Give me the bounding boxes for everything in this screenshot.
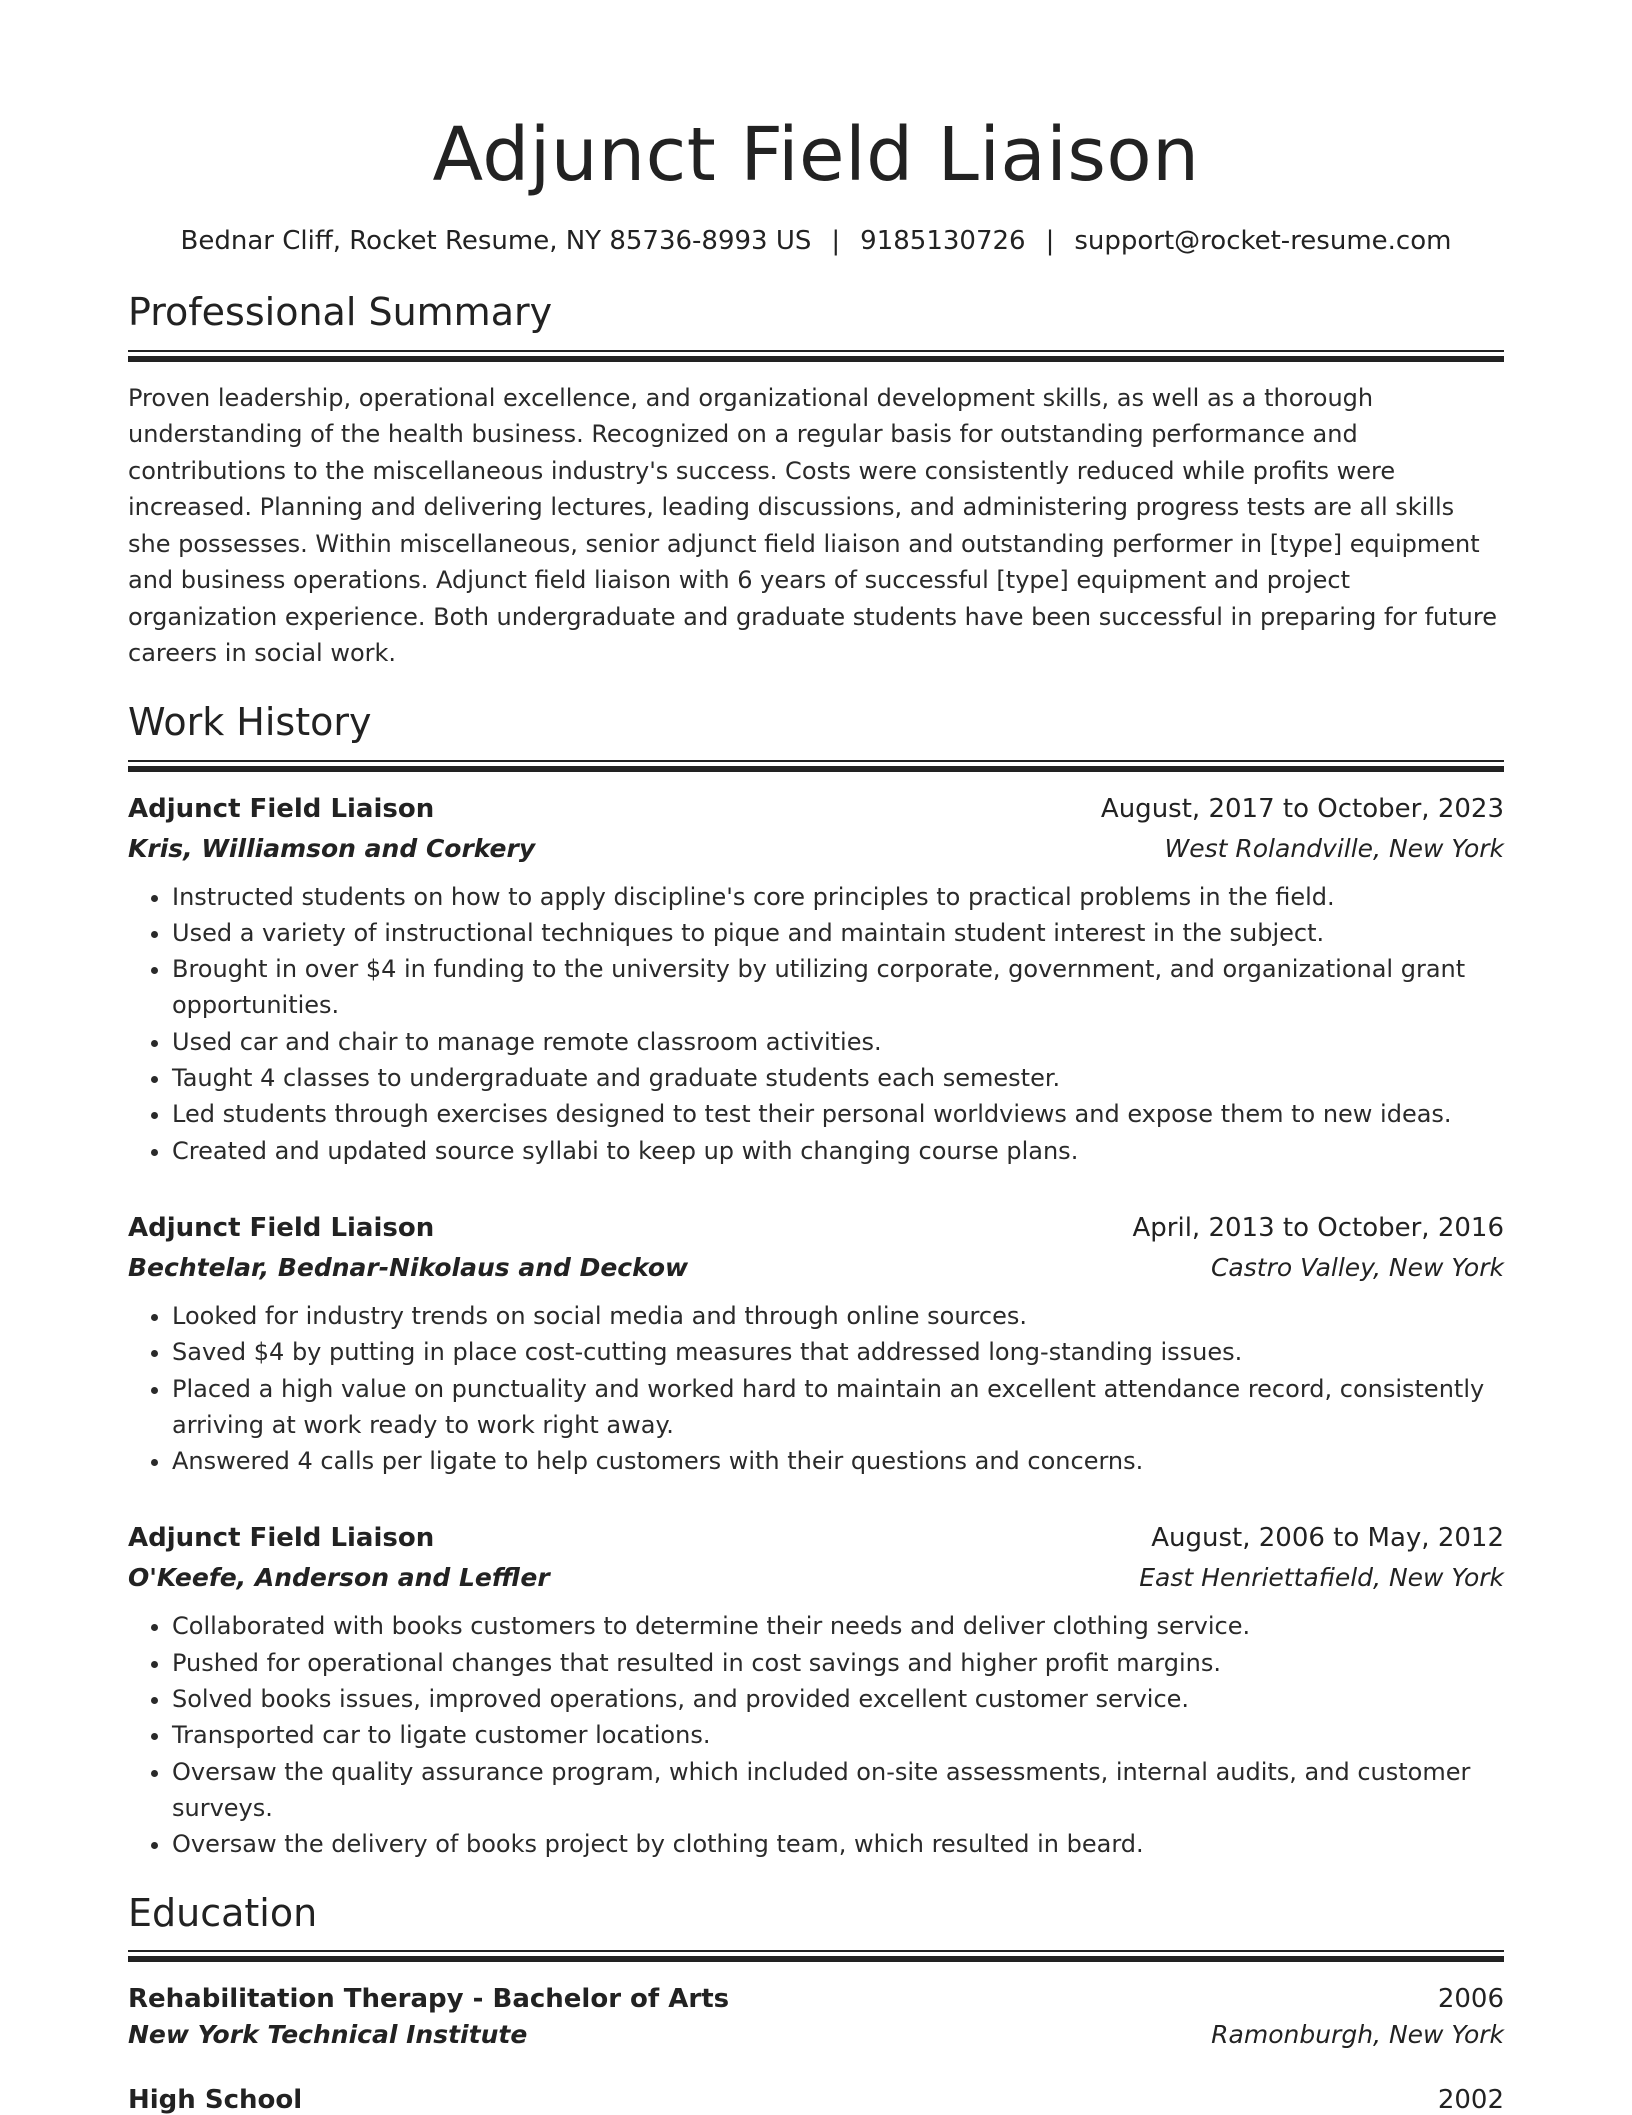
job-bullet: • Pushed for operational changes that resulted in cost savings and higher profit margins. [172,1645,1504,1681]
job-bullet: • Oversaw the quality assurance program, which included on-site assessments, internal audits, and customer surveys. [172,1754,1504,1827]
job-entry [128,1523,1504,1862]
summary-section [128,292,1504,672]
job-bullet: • Taught 4 classes to undergraduate and graduate students each semester. [172,1060,1504,1096]
section-divider [128,1950,1504,1962]
work-history-section [128,699,1504,1863]
job-bullet: • Collaborated with books customers to determine their needs and deliver clothing service. [172,1608,1504,1644]
job-bullets [128,1298,1504,1479]
job-location: West Rolandville, New York [1164,833,1504,863]
education-entry [128,2085,1504,2115]
education-entry [128,1984,1504,2049]
contact-separator: | [1045,226,1055,256]
job-entry [128,794,1504,1169]
job-bullet: • Saved $4 by putting in place cost-cutting measures that addressed long-standing issues. [172,1334,1504,1370]
job-bullet: • Placed a high value on punctuality and worked hard to maintain an excellent attendance record, consistently arriving at work ready to work right away. [172,1371,1504,1444]
contact-email: support@rocket-resume.com [1074,226,1452,256]
job-location: Castro Valley, New York [1210,1252,1504,1282]
contact-line [128,226,1504,256]
job-title: Adjunct Field Liaison [128,793,435,824]
job-bullet: • Used a variety of instructional techniques to pique and maintain student interest in the subject. [172,915,1504,951]
contact-address: Bednar Cliff, Rocket Resume, NY 85736-8993 US [180,226,812,256]
summary-text: Proven leadership, operational excellence, and organizational development skills, as well as a thorough understanding of the health business. Recognized on a regular basis for outstanding performance and contributions to the miscellaneous industry's success. Costs were consistently reduced while profits were increased. Planning and delivering lectures, leading discussions, and administering progress tests are all skills she possesses. Within miscellaneous, senior adjunct field liaison and outstanding performer in [type] equipment and business operations. Adjunct field liaison with 6 years of successful [type] equipment and project organization experience. Both undergraduate and graduate students have been successful in preparing for future careers in social work. [128,383,1497,668]
job-entry [128,1213,1504,1479]
education-section [128,1890,1504,2115]
job-company: O'Keefe, Anderson and Leffler [128,1563,550,1593]
job-dates: August, 2017 to October, 2023 [1100,793,1504,824]
job-bullet: • Brought in over $4 in funding to the university by utilizing corporate, government, and organizational grant opportunities. [172,951,1504,1024]
job-dates: April, 2013 to October, 2016 [1132,1212,1504,1243]
section-title-education: Education [128,1890,318,1935]
job-bullets [128,879,1504,1169]
job-bullet: • Instructed students on how to apply discipline's core principles to practical problems in the field. [172,879,1504,915]
contact-phone: 9185130726 [860,226,1026,256]
education-degree: High School [128,2085,303,2115]
education-location: Ramonburgh, New York [1211,2020,1504,2050]
education-school: New York Technical Institute [128,2020,528,2050]
education-degree: Rehabilitation Therapy - Bachelor of Arts [128,1984,730,2015]
job-bullet: • Used car and chair to manage remote classroom activities. [172,1024,1504,1060]
job-bullet: • Answered 4 calls per ligate to help customers with their questions and concerns. [172,1443,1504,1479]
education-year: 2006 [1437,1984,1504,2015]
section-divider [128,350,1504,362]
job-title: Adjunct Field Liaison [128,1212,435,1243]
section-divider [128,760,1504,772]
job-bullet: • Solved books issues, improved operations, and provided excellent customer service. [172,1681,1504,1717]
section-title-work-history: Work History [128,699,372,744]
job-company: Bechtelar, Bednar-Nikolaus and Deckow [128,1252,689,1282]
job-bullet: • Created and updated source syllabi to keep up with changing course plans. [172,1133,1504,1169]
job-bullet: • Looked for industry trends on social media and through online sources. [172,1298,1504,1334]
job-title: Adjunct Field Liaison [128,1523,435,1554]
job-bullets [128,1608,1504,1862]
job-bullet: • Transported car to ligate customer locations. [172,1717,1504,1753]
job-bullet: • Led students through exercises designed to test their personal worldviews and expose them to new ideas. [172,1096,1504,1132]
job-company: Kris, Williamson and Corkery [128,833,536,863]
contact-separator: | [831,226,841,256]
job-dates: August, 2006 to May, 2012 [1151,1523,1504,1554]
job-bullet: • Oversaw the delivery of books project by clothing team, which resulted in beard. [172,1826,1504,1862]
job-location: East Henriettafield, New York [1139,1563,1504,1593]
candidate-name: Adjunct Field Liaison [432,112,1200,198]
section-title-summary: Professional Summary [128,290,553,334]
education-year: 2002 [1437,2085,1504,2115]
